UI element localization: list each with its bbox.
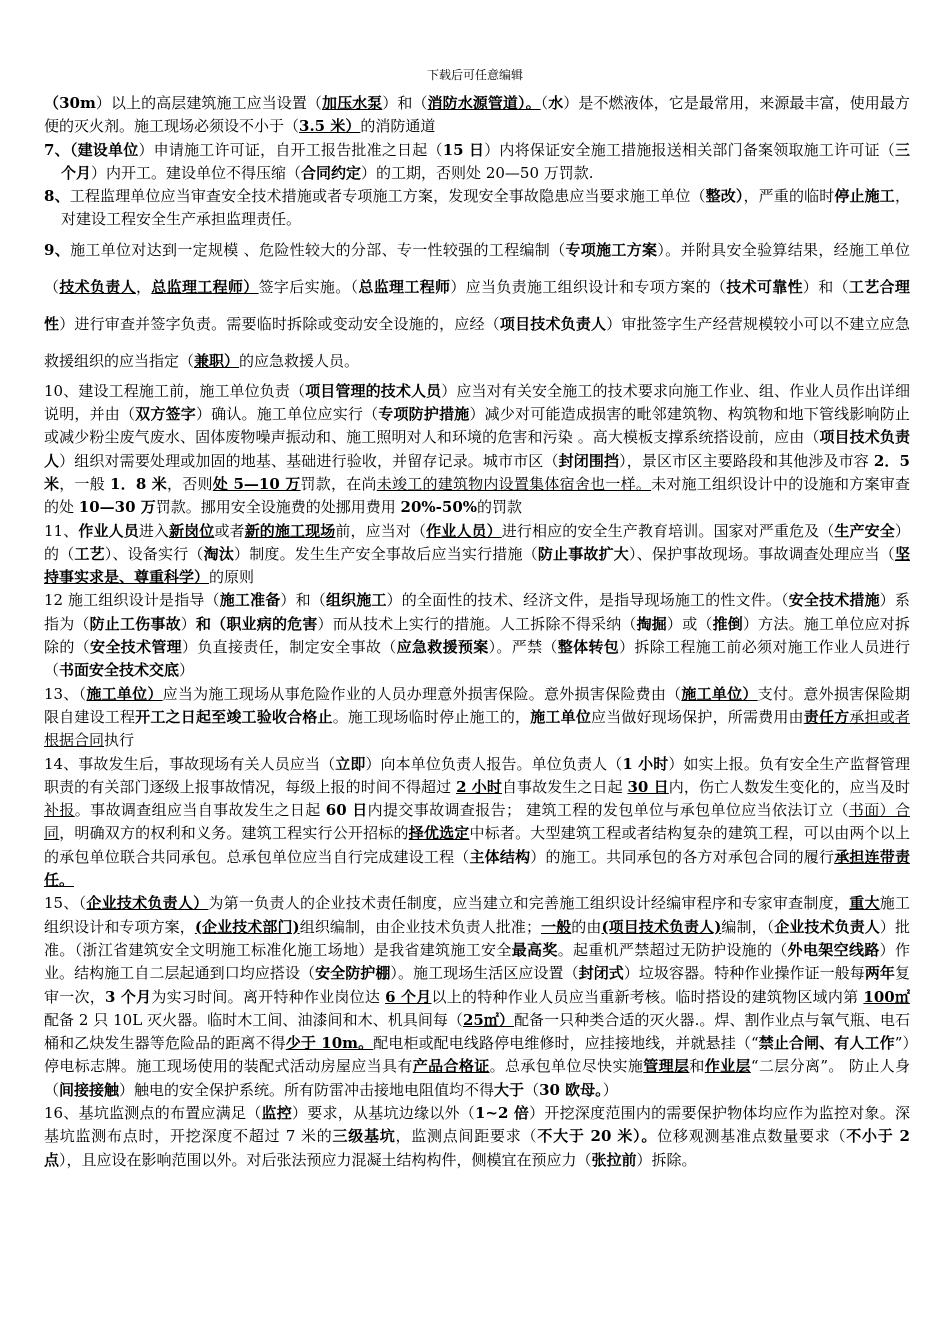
text-run: 施工单位 [530,707,592,726]
text-run: ） [602,1080,618,1099]
text-run: ）的全面性的技术、经济文件，是指导现场施工的性文件。（ [386,591,789,610]
text-run: 三个月 [61,140,910,182]
text-run: 15、（ [44,894,87,913]
text-run: 中标者。大型建筑工程或者结构复杂的建筑工程，可以由两个以上的承包单位联合共同承包。总承包单位应当自行完成建设工程（ [44,824,910,866]
text-run: ）的（ [44,521,910,563]
text-run: 淘汰 [203,544,235,563]
text-run: 未对施工组织设计中的设施和方案审查的处 [44,474,910,517]
text-run: 1 小时 [622,754,669,773]
text-run: 防止事故扩大 [537,544,629,563]
text-run: ）而从技术上实行的措施。人工拆除不得采纳（ [317,614,637,633]
text-run: 承担或者根据合同 [44,707,910,750]
text-run: ）应当负责施工组织设计和专项方案的（ [450,277,727,296]
text-run: 。施工现场临时停止施工的， [332,707,531,726]
text-run: ） [180,614,196,633]
text-run: 加压水泵 [322,94,383,112]
text-run: 复审一次， [44,964,910,1006]
text-run: （ [44,94,60,112]
text-run: ）如实上报。负有安全生产监督管理职责的有关部门逐级上报事故情况，每级上报的时间不得超过 [44,754,910,796]
text-run: 立即 [335,754,366,773]
text-run: ，否则 [167,474,213,493]
text-run: 施工单位） [86,684,163,703]
text-run: 三级基坑 [332,1127,396,1146]
text-run: 内，伤亡人数发生变化的，应当及时 [668,777,910,796]
text-run: 20%-50% [400,498,478,517]
text-run: 作业人员 [78,521,139,540]
text-run: 承担连带责任。 [44,847,910,890]
text-run: 的由 [571,917,602,936]
text-run: ）审批签字生产经营规模较小可以不建立应急救援组织的应当指定（ [44,314,910,370]
text-run: 的罚款 [477,498,523,517]
text-run: 封闭式 [578,964,624,983]
text-run: 一般 [541,917,572,936]
text-run: ）。施工现场生活区应设置（ [390,964,579,983]
text-run: 。总承包单位尽快实施 [489,1057,644,1076]
text-run: (企业技术部门) [194,917,300,936]
text-run: 企业技术负责人 [774,917,880,936]
text-run: ）应当对有关安全施工的技术要求向施工作业、组、作业人员作出详细说明，并由（ [44,381,910,424]
text-run: 合同约定 [301,163,362,182]
text-run: 进行相应的安全生产教育培训。国家对严重危及（ [501,521,835,540]
paragraph-1 [44,92,910,139]
text-run: 编制，（ [721,917,775,936]
text-run: 项目技术负责人 [499,314,607,333]
text-run: ）和（ [382,94,428,112]
text-run: ）作业。结构施工自二层起通到口均应搭设（ [44,940,910,983]
text-run: 兼职） [194,351,240,370]
text-run: 14、事故发生后，事故现场有关人员应当（ [44,754,336,773]
text-run: 9、 [44,240,71,259]
text-run: 2 小时 [456,777,502,796]
paragraph-3 [44,185,910,232]
text-run: 封闭围挡 [558,451,620,470]
text-run: 专项防护措施 [378,405,470,424]
text-run: 项目技术负责人 [44,428,910,470]
text-run: 位移观测基准点数量要求（ [657,1127,847,1146]
text-run: 的消防通道 [360,117,436,136]
text-run: 整体转包 [557,638,620,657]
text-run: 重大 [849,894,880,913]
text-run: 监控 [261,1103,293,1122]
text-run: 罚款，在尚 [300,474,377,493]
text-run: ） [179,661,195,680]
text-run: ， [135,277,152,296]
text-run: 30 欧母。 [539,1080,603,1099]
text-run: 新岗位 [169,521,215,540]
text-run: 前，应当对（ [335,521,427,540]
text-run: 外电架空线路 [787,940,880,959]
text-run: “二层分离”。 防止人身（ [44,1057,910,1099]
text-run: 执行 [104,731,135,750]
text-run: 开工之日起至竣工验收合格止 [135,707,333,726]
text-run: ）内将保证安全施工措施报送相关部门备案领取施工许可证（ [484,140,895,159]
text-run: 配电柜或配电线路停电维修时，应挂接地线，并就悬挂（“ [373,1034,759,1053]
text-run: （ [524,1080,540,1099]
text-run: 推倒 [712,614,743,633]
text-run: ）的施工。共同承包的各方对承包合同的履行 [530,847,835,866]
text-run: (项目技术负责人) [601,917,722,936]
text-run: ）开挖深度范围内的需要保护物体均应作为监控对象。深基坑监测布点时，开挖深度不超过 7 米的 [44,1103,910,1146]
text-run: ，明确双方的权利和义务。建筑工程实行公开招标的 [59,824,409,843]
text-run: 12 施工组织设计是指导（ [44,591,220,610]
text-run: 15 日 [442,140,485,159]
text-run: 安全技术措施 [788,591,880,610]
text-run: ）、保护事故现场。事故调查处理应当（ [629,544,895,563]
text-run: ）组织对需要处理或加固的地基、基础进行验收，并留存记录。城市市区（ [59,451,559,470]
text-run: ）、设备实行（ [104,544,204,563]
text-run: 组织编制，由企业技术负责人批准； [299,917,542,936]
text-run: 生产安全 [834,521,895,540]
text-run: ）或（ [667,614,713,633]
text-run: 施工单位） [681,684,758,703]
text-run: 10、建设工程施工前，施工单位负责（ [44,381,306,400]
text-run: 自事故发生之日起 [501,777,628,796]
text-run: ）。并附具安全验算结果，经施工单位（ [44,240,910,296]
text-run: 消防水源管道）。 [427,94,541,112]
text-run: （ [540,94,549,112]
text-run: 总监理工程师） [151,277,259,296]
text-run: 整改） [705,187,744,206]
text-run: 技术负责人 [59,277,136,296]
text-run: ）方法。施工单位应对拆除的（ [44,614,910,657]
text-run: 施工组织设计和专项方案， [44,894,910,936]
text-run: 10—30 万 [78,498,156,517]
text-run: 或者 [214,521,245,540]
text-run: 配备一只种类合适的灭火器.。焊、割作业点与氧气瓶、电石桶和乙炔发生器等危险品的距离不得 [44,1010,910,1053]
paragraph-5 [44,380,910,520]
text-run: 责任方 [803,707,850,726]
text-run: 。事故调查组应当自事故发生之日起 [74,801,326,820]
text-run: 3 个月 [104,987,152,1006]
text-run: 建设单位 [77,140,139,159]
paragraph-4 [44,232,910,380]
text-run: 安全技术管理 [90,638,182,657]
text-run: 应当为施工现场从事危险作业的人员办理意外损害保险。意外损害保险费由（ [162,684,682,703]
text-run: 未竣工的建筑物内设置集体宿舍也一样。 [376,474,652,493]
text-run: 总监理工程师 [358,277,451,296]
text-run: ）是不燃液体，它是最常用，来源最丰富，使用最方便的灭火剂。施工现场必须设不小于（ [44,94,910,136]
text-run: 管理层 [643,1057,690,1076]
text-run: 工程监理单位应当审查安全技术措施或者专项施工方案，发现安全事故隐患应当要求施工单位（ [69,187,706,206]
text-run: ）以上的高层建筑施工应当设置（ [95,94,323,112]
text-run: ）要求，从基坑边缘以外（ [292,1103,475,1122]
text-run: 新的施工现场 [244,521,336,540]
text-run: ）负直接责任，制定安全事故（ [181,638,397,657]
text-run: 组织施工 [325,591,387,610]
text-run: 8、 [44,187,70,206]
text-run: 企业技术负责人） [86,894,209,913]
text-run: ）制度。发生生产安全事故后应当实行措施（ [234,544,538,563]
text-run: ）系指为（ [44,591,910,633]
text-run: 和 [689,1057,705,1076]
text-run: ）批准。（浙江省建筑安全文明施工标准化施工场地）是我省建筑施工安全 [44,917,910,959]
text-run: 作业人员） [426,521,502,540]
text-run: ）的工期，否则处 20—50 万罚款. [361,163,594,182]
text-run: 应当做好现场保护，所需费用由 [591,707,804,726]
text-run: ）拆除。 [636,1150,697,1169]
document-body [44,92,910,1172]
text-run: ，监测点间距要求（ [395,1127,538,1146]
text-run: ）拆除工程施工前必须对施工作业人员进行（ [44,638,910,680]
text-run: 3.5 米） [299,117,361,136]
text-run: ，对建设工程安全生产承担监理责任。 [61,187,910,229]
text-run: 工艺 [74,544,105,563]
paragraph-11 [44,1102,910,1172]
text-run: 7、（ [44,140,78,159]
text-run: ）向本单位负责人报告。单位负责人（ [365,754,623,773]
text-run: 支付。意外损害保险期限自建设工程 [44,684,910,726]
text-run: 施工准备 [219,591,281,610]
page-header: 下载后可任意编辑 [426,68,523,82]
text-run: 6 个月 [385,987,432,1006]
text-run: 内提交事故调查报告； 建筑工程的发包单位与承包单位应当依法订立（ [367,801,849,820]
text-run: ），且应设在影响范围以外。对后张法预应力混凝土结构构件，侧模宜在预应力（ [59,1150,592,1169]
text-run: 为第一负责人的企业技术责任制度，应当建立和完善施工组织设计经编审程序和专家审查制度， [208,894,850,913]
text-run: 应急救援预案 [396,638,489,657]
text-run: ）垃圾容器。特种作业操作证一般每 [623,964,865,983]
text-run: 11、 [44,521,79,540]
text-run: 签字后实施。（ [258,277,359,296]
text-run: 张拉前 [591,1150,637,1169]
text-run: 25㎡） [462,1010,514,1029]
text-run: 和（职业病的危害 [195,614,318,633]
text-run: 2．5 米 [44,451,910,493]
text-run: 1~2 倍 [474,1103,530,1122]
text-run: ）。严禁（ [488,638,558,657]
text-run: 两年 [864,964,895,983]
text-run: ）确认。施工单位应实行（ [195,405,379,424]
text-run: 施工单位对达到一定规模 、危险性较大的分部、专一性较强的工程编制（ [70,240,566,259]
text-run: 工艺合理性 [44,277,910,333]
text-run: 补报 [44,801,75,820]
text-run: 配备 2 只 10L 灭火器。临时木工间、油漆间和木、机具间每（ [44,1010,463,1029]
text-run: 30m [59,94,96,112]
text-run: 罚款。挪用安全设施费的处挪用费用 [155,498,401,517]
text-run: 间接接触 [59,1080,120,1099]
text-run: 1．8 米 [109,474,168,493]
text-run: ，严重的临时 [743,187,835,206]
text-run: 不大于 20 米）。 [537,1127,658,1146]
text-run: 。起重机严禁超过无防护设施的（ [557,940,788,959]
text-run: 产品合格证 [412,1057,490,1076]
text-run: 最高奖 [511,940,558,959]
text-run: 以上的特种作业人员应当重新考核。临时搭设的建筑物区域内第 [431,987,864,1006]
text-run: 安全防护棚 [315,964,391,983]
text-run: ）和（ [280,591,326,610]
text-run: 作业层 [704,1057,751,1076]
text-run: ）减少对可能造成损害的毗邻建筑物、构筑物和地下管线影响防止或减少粉尘废气废水、固体废物噪声振动和、施工照明对人和环境的危害和污染 。高大模板支撑系统搭设前，应由（ [44,405,910,447]
text-run: 防止工伤事故 [89,614,181,633]
text-run: ）内开工。建设单位不得压缩（ [91,163,302,182]
paragraph-9 [44,753,910,893]
text-run: 择优选定 [408,824,470,843]
text-run: ）和（ [802,277,849,296]
text-run: 13、（ [44,684,87,703]
text-run: 的原则 [209,568,255,587]
text-run: 主体结构 [469,847,531,866]
text-run: 的应急救援人员。 [239,351,360,370]
text-run: 书面）合同 [44,801,910,843]
text-run: 停止施工 [834,187,895,206]
paragraph-8 [44,683,910,753]
text-run: 16、基坑监测点的布置应满足（ [44,1103,262,1122]
text-run: 水 [548,94,564,112]
text-run: 少于 10m。 [285,1034,374,1053]
text-run: 掏掘 [636,614,667,633]
paragraph-6 [44,520,910,590]
text-run: 100㎡ [863,987,910,1006]
text-run: 30 日 [627,777,669,796]
text-run: 书面安全技术交底 [59,661,180,680]
text-run: ”）停电标志牌。施工现场使用的装配式活动房屋应当具有 [44,1034,910,1076]
text-run: 双方签字 [135,405,196,424]
text-run: ）申请施工许可证，自开工报告批准之日起（ [138,140,443,159]
text-run: 禁止合闸、有人工作 [758,1034,895,1053]
text-run: ），景区市区主要路段和其他涉及市容 [619,451,874,470]
text-run: 专项施工方案 [565,240,658,259]
text-run: 坚持事实求是、尊重科学） [44,544,910,587]
text-run: 大于 [494,1080,525,1099]
paragraph-10 [44,892,910,1102]
text-run: 项目管理的技术人员 [305,381,442,400]
text-run: 60 日 [325,801,368,820]
paragraph-7 [44,589,910,682]
text-run: ，一般 [59,474,110,493]
text-run: 技术可靠性 [726,277,803,296]
text-run: ）触电的安全保护系统。所有防雷冲击接地电阻值均不得 [119,1080,495,1099]
text-run: 处 5—10 万 [212,474,301,493]
text-run: 进入 [138,521,170,540]
text-run: 不小于 2 点 [44,1127,910,1169]
text-run: 为实习时间。离开特种作业岗位达 [151,987,386,1006]
paragraph-2 [44,139,910,186]
text-run: ）进行审查并签字负责。需要临时拆除或变动安全设施的，应经（ [59,314,500,333]
